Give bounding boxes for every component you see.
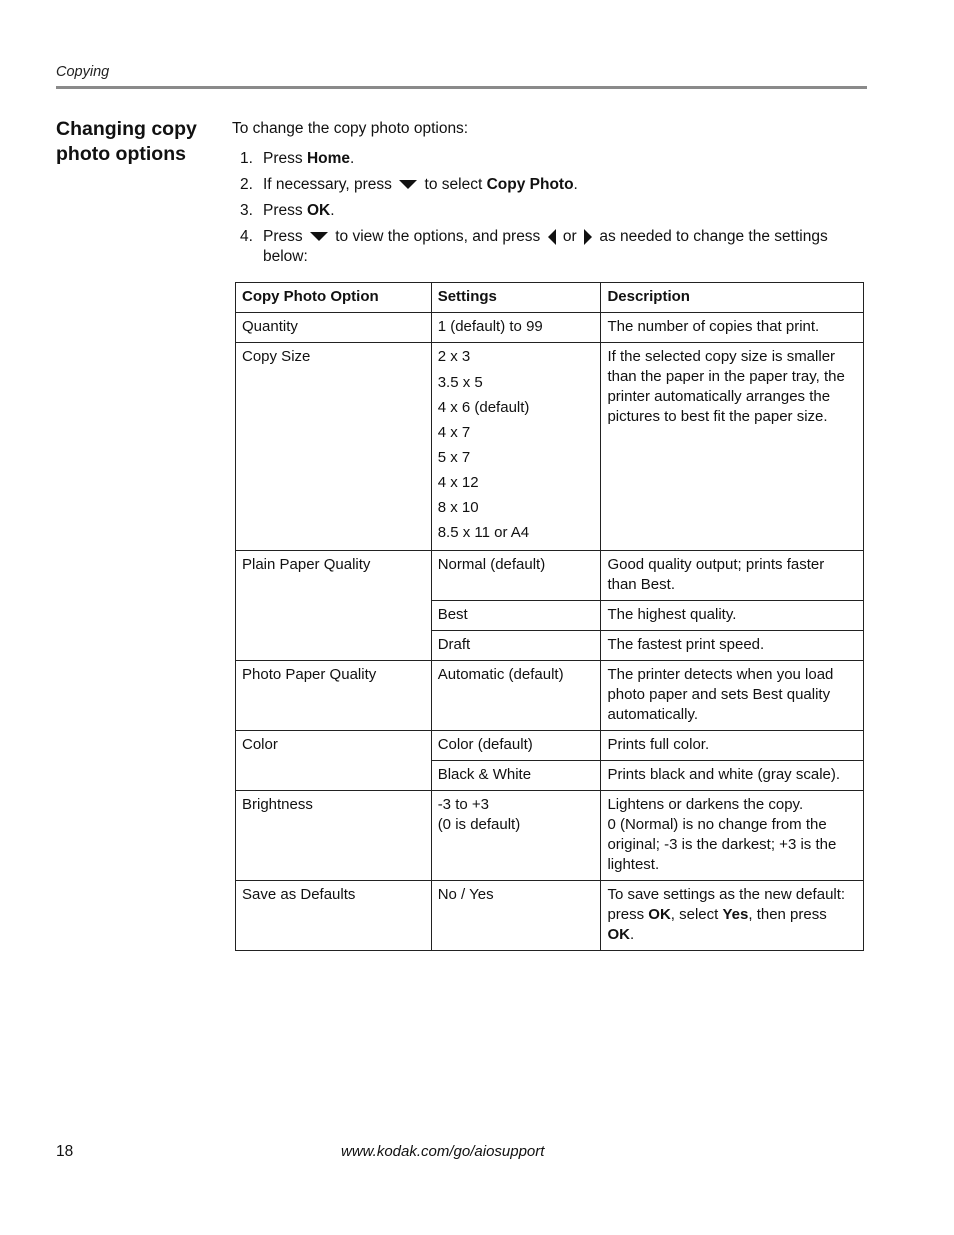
- table-row: [236, 551, 864, 601]
- description-text: .: [629, 926, 635, 943]
- step-text: .: [350, 150, 355, 167]
- table-row: [236, 791, 864, 881]
- setting-cell: Automatic (default): [431, 661, 601, 731]
- table-row: [236, 343, 864, 551]
- size-value: 2 x 3: [437, 348, 471, 365]
- step-number: 2.: [240, 176, 253, 193]
- down-arrow-icon: [310, 232, 328, 241]
- down-arrow-icon: [399, 180, 417, 189]
- column-header: Settings: [431, 283, 601, 313]
- setting-cell: 1 (default) to 99: [431, 313, 601, 343]
- size-value: 4 x 7: [437, 424, 471, 441]
- description-cell: [601, 881, 864, 951]
- description-text: To save settings as the new default: press: [607, 886, 846, 923]
- option-cell: Save as Defaults: [236, 881, 432, 951]
- step-3: [240, 201, 870, 221]
- step-number: 3.: [240, 202, 253, 219]
- step-text: .: [573, 176, 578, 193]
- size-value: 8.5 x 11 or A4: [437, 524, 530, 541]
- option-cell: Color: [236, 731, 432, 791]
- step-1: [240, 149, 870, 169]
- description-text: , select: [670, 906, 723, 923]
- copy-photo-options-table: [235, 282, 864, 951]
- step-number: 1.: [240, 150, 253, 167]
- footer-url: www.kodak.com/go/aiosupport: [341, 1143, 545, 1160]
- step-text: Press: [263, 202, 307, 219]
- intro-text: To change the copy photo options:: [232, 120, 469, 137]
- table-header-row: [236, 283, 864, 313]
- step-text: as needed to change the settings below:: [263, 228, 828, 265]
- section-title: Changing copy photo options: [56, 118, 197, 165]
- description-text: , then press: [748, 906, 827, 923]
- description-cell: Good quality output; prints faster than Best.: [601, 551, 864, 601]
- step-text: Press: [263, 150, 307, 167]
- size-value: 4 x 6 (default): [437, 399, 530, 416]
- description-cell: Prints full color.: [601, 731, 864, 761]
- option-cell: Copy Size: [236, 343, 432, 551]
- size-value: 5 x 7: [437, 449, 471, 466]
- page-number: 18: [56, 1143, 74, 1160]
- description-cell: Prints black and white (gray scale).: [601, 761, 864, 791]
- option-cell: Brightness: [236, 791, 432, 881]
- step-keyword: Copy Photo: [486, 176, 574, 193]
- step-text: to select: [420, 176, 487, 193]
- setting-cell: Best: [431, 601, 601, 631]
- setting-cell: Black & White: [431, 761, 601, 791]
- column-header: Copy Photo Option: [236, 283, 432, 313]
- setting-cell: Color (default): [431, 731, 601, 761]
- table-row: [236, 313, 864, 343]
- step-text: Press: [263, 228, 307, 245]
- description-cell: The fastest print speed.: [601, 631, 864, 661]
- steps-list: [240, 149, 870, 273]
- description-cell: The printer detects when you load photo paper and sets Best quality automatically.: [601, 661, 864, 731]
- table-row: [236, 881, 864, 951]
- step-text: .: [330, 202, 335, 219]
- description-keyword: Yes: [722, 906, 749, 923]
- description-line: 0 (Normal) is no change from the original; -3 is the darkest; +3 is the lightest.: [607, 816, 837, 873]
- step-keyword: OK: [306, 202, 331, 219]
- description-keyword: OK: [607, 926, 630, 943]
- setting-cell: Draft: [431, 631, 601, 661]
- running-head: Copying: [56, 64, 110, 80]
- size-value: 8 x 10: [437, 499, 479, 516]
- description-keyword: OK: [648, 906, 671, 923]
- step-4: [240, 227, 870, 267]
- description-cell: The number of copies that print.: [601, 313, 864, 343]
- option-cell: Photo Paper Quality: [236, 661, 432, 731]
- right-arrow-icon: [584, 229, 592, 245]
- setting-cell: [431, 343, 601, 551]
- setting-line: (0 is default): [437, 816, 521, 833]
- description-line: Lightens or darkens the copy.: [607, 796, 804, 813]
- step-number: 4.: [240, 228, 253, 245]
- step-text: If necessary, press: [263, 176, 397, 193]
- left-arrow-icon: [548, 229, 556, 245]
- option-cell: Plain Paper Quality: [236, 551, 432, 661]
- description-cell: The highest quality.: [601, 601, 864, 631]
- setting-cell: Normal (default): [431, 551, 601, 601]
- header-rule: [56, 86, 867, 89]
- column-header: Description: [601, 283, 864, 313]
- description-cell: [601, 791, 864, 881]
- table-row: [236, 661, 864, 731]
- step-keyword: Home: [306, 150, 351, 167]
- setting-line: -3 to +3: [437, 796, 489, 813]
- setting-cell: [431, 791, 601, 881]
- step-text: or: [558, 228, 582, 245]
- size-value: 4 x 12: [437, 474, 479, 491]
- setting-cell: No / Yes: [431, 881, 601, 951]
- option-cell: Quantity: [236, 313, 432, 343]
- step-2: [240, 175, 870, 195]
- table-row: [236, 731, 864, 761]
- size-value: 3.5 x 5: [437, 374, 483, 391]
- description-cell: If the selected copy size is smaller than the paper in the paper tray, the printer automatically arranges the pictures to best fit the paper size.: [601, 343, 864, 551]
- step-text: to view the options, and press: [330, 228, 545, 245]
